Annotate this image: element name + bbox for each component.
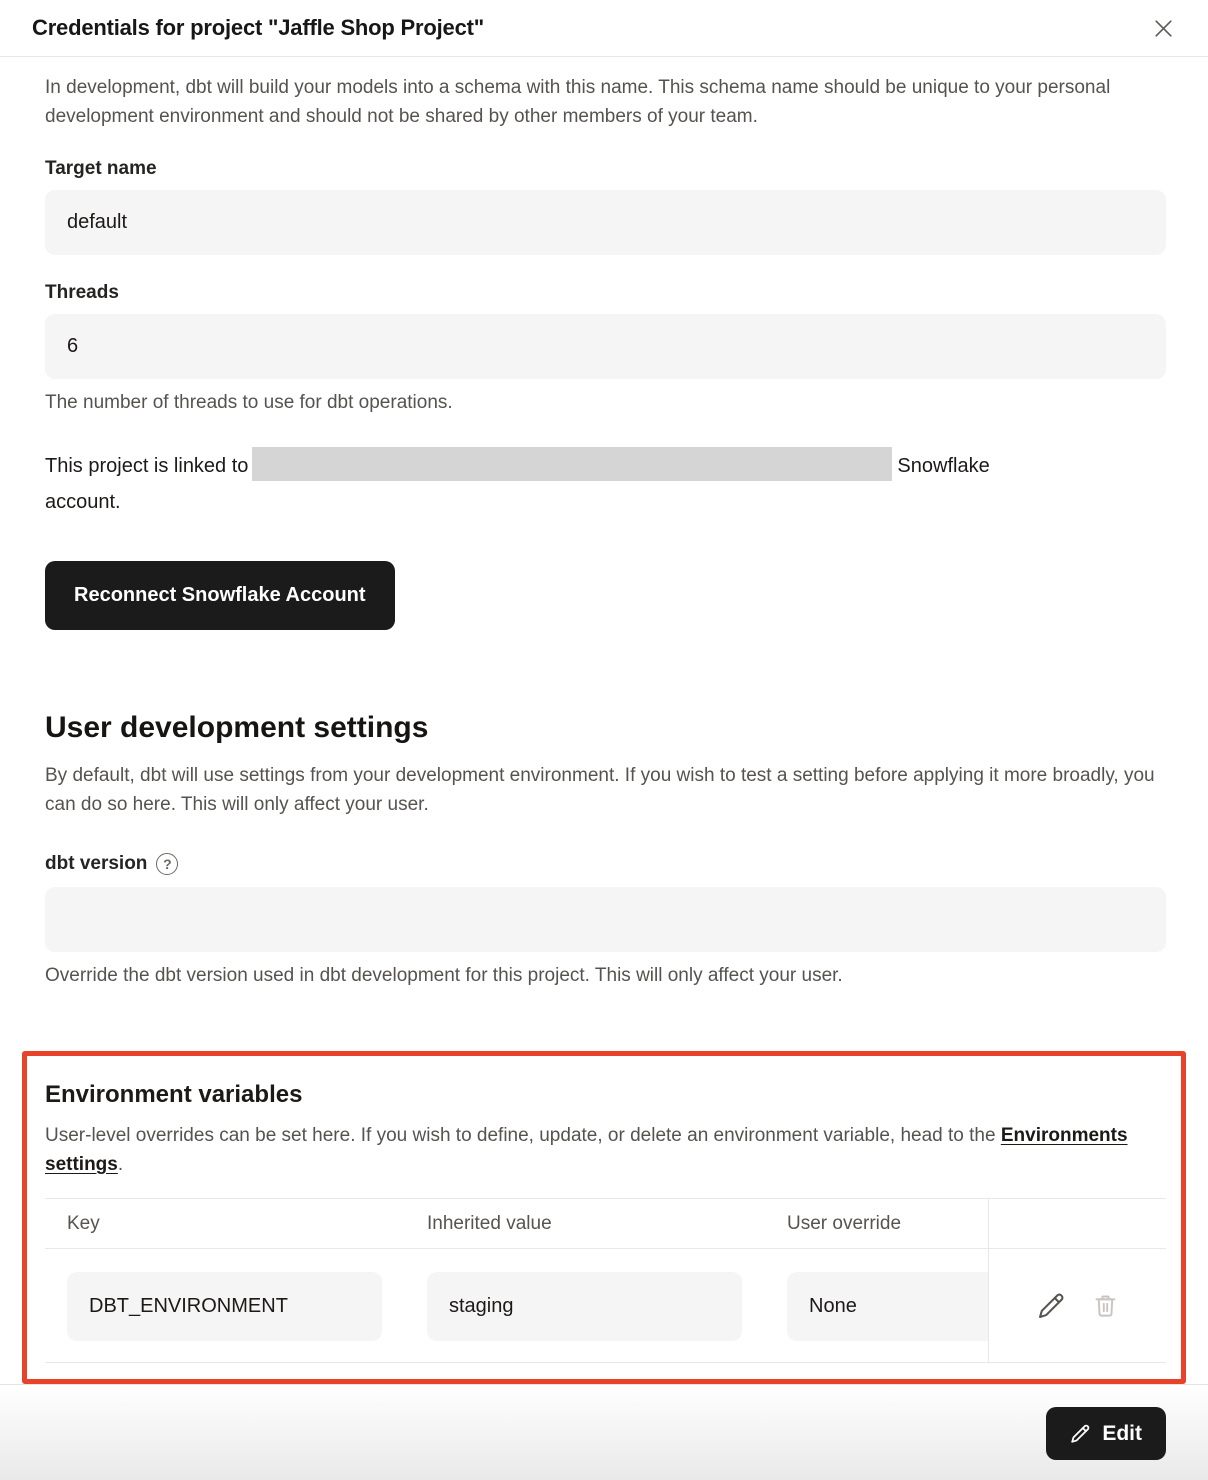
trash-icon <box>1092 1292 1119 1319</box>
user-dev-settings-description: By default, dbt will use settings from your development environment. If you wish to test a setting before applying it more broadly, you can do so here. This will only affect your user. <box>45 765 1155 815</box>
environment-variables-table <box>45 1198 1166 1363</box>
column-header-inherited-value: Inherited value <box>427 1212 552 1234</box>
modal-footer <box>0 1384 1208 1480</box>
environment-variables-highlight-box <box>22 1051 1186 1384</box>
user-dev-settings-heading: User development settings <box>45 711 429 744</box>
environments-settings-link[interactable]: Environments settings <box>45 1125 1128 1175</box>
redacted-account-name <box>252 447 892 481</box>
column-header-user-override: User override <box>787 1212 902 1234</box>
modal-body <box>0 57 1208 1384</box>
modal-header <box>0 0 1208 57</box>
pencil-icon <box>1037 1291 1066 1320</box>
threads-input[interactable]: 6 <box>45 314 1166 379</box>
environment-variables-heading: Environment variables <box>45 1081 303 1108</box>
close-icon <box>1151 16 1176 41</box>
reconnect-snowflake-button[interactable]: Reconnect Snowflake Account <box>45 561 395 630</box>
row-actions <box>988 1249 1166 1362</box>
target-name-input[interactable]: default <box>45 190 1166 255</box>
edit-row-button[interactable] <box>1037 1291 1066 1320</box>
env-var-user-override-field[interactable]: None <box>787 1272 988 1341</box>
table-row <box>45 1249 1166 1363</box>
schema-description: In development, dbt will build your models into a schema with this name. This schema name should be unique to your personal development environment and should not be shared by other members of your team. <box>45 77 1111 127</box>
edit-button[interactable]: Edit <box>1046 1407 1166 1460</box>
dbt-version-label: dbt version <box>45 853 148 874</box>
threads-label: Threads <box>45 282 119 303</box>
close-button[interactable] <box>1148 13 1178 43</box>
delete-row-button[interactable] <box>1092 1292 1119 1319</box>
dbt-version-input[interactable] <box>45 887 1166 952</box>
column-header-key: Key <box>67 1212 100 1234</box>
dbt-version-help-text: Override the dbt version used in dbt development for this project. This will only affect your user. <box>45 965 843 986</box>
env-var-key-field[interactable]: DBT_ENVIRONMENT <box>67 1272 382 1341</box>
environment-variables-description: User-level overrides can be set here. If you wish to define, update, or delete an environment variable, head to the Environments settings. <box>45 1125 1128 1175</box>
linked-account-text: This project is linked to Snowflake account. <box>45 447 1166 520</box>
target-name-label: Target name <box>45 158 157 179</box>
table-header-row <box>45 1198 1166 1249</box>
threads-help-text: The number of threads to use for dbt operations. <box>45 392 453 413</box>
column-header-actions <box>988 1199 1166 1248</box>
env-var-inherited-value-field[interactable]: staging <box>427 1272 742 1341</box>
modal-title: Credentials for project "Jaffle Shop Project" <box>32 15 484 40</box>
help-icon[interactable]: ? <box>156 853 178 875</box>
edit-pencil-icon <box>1070 1423 1091 1444</box>
